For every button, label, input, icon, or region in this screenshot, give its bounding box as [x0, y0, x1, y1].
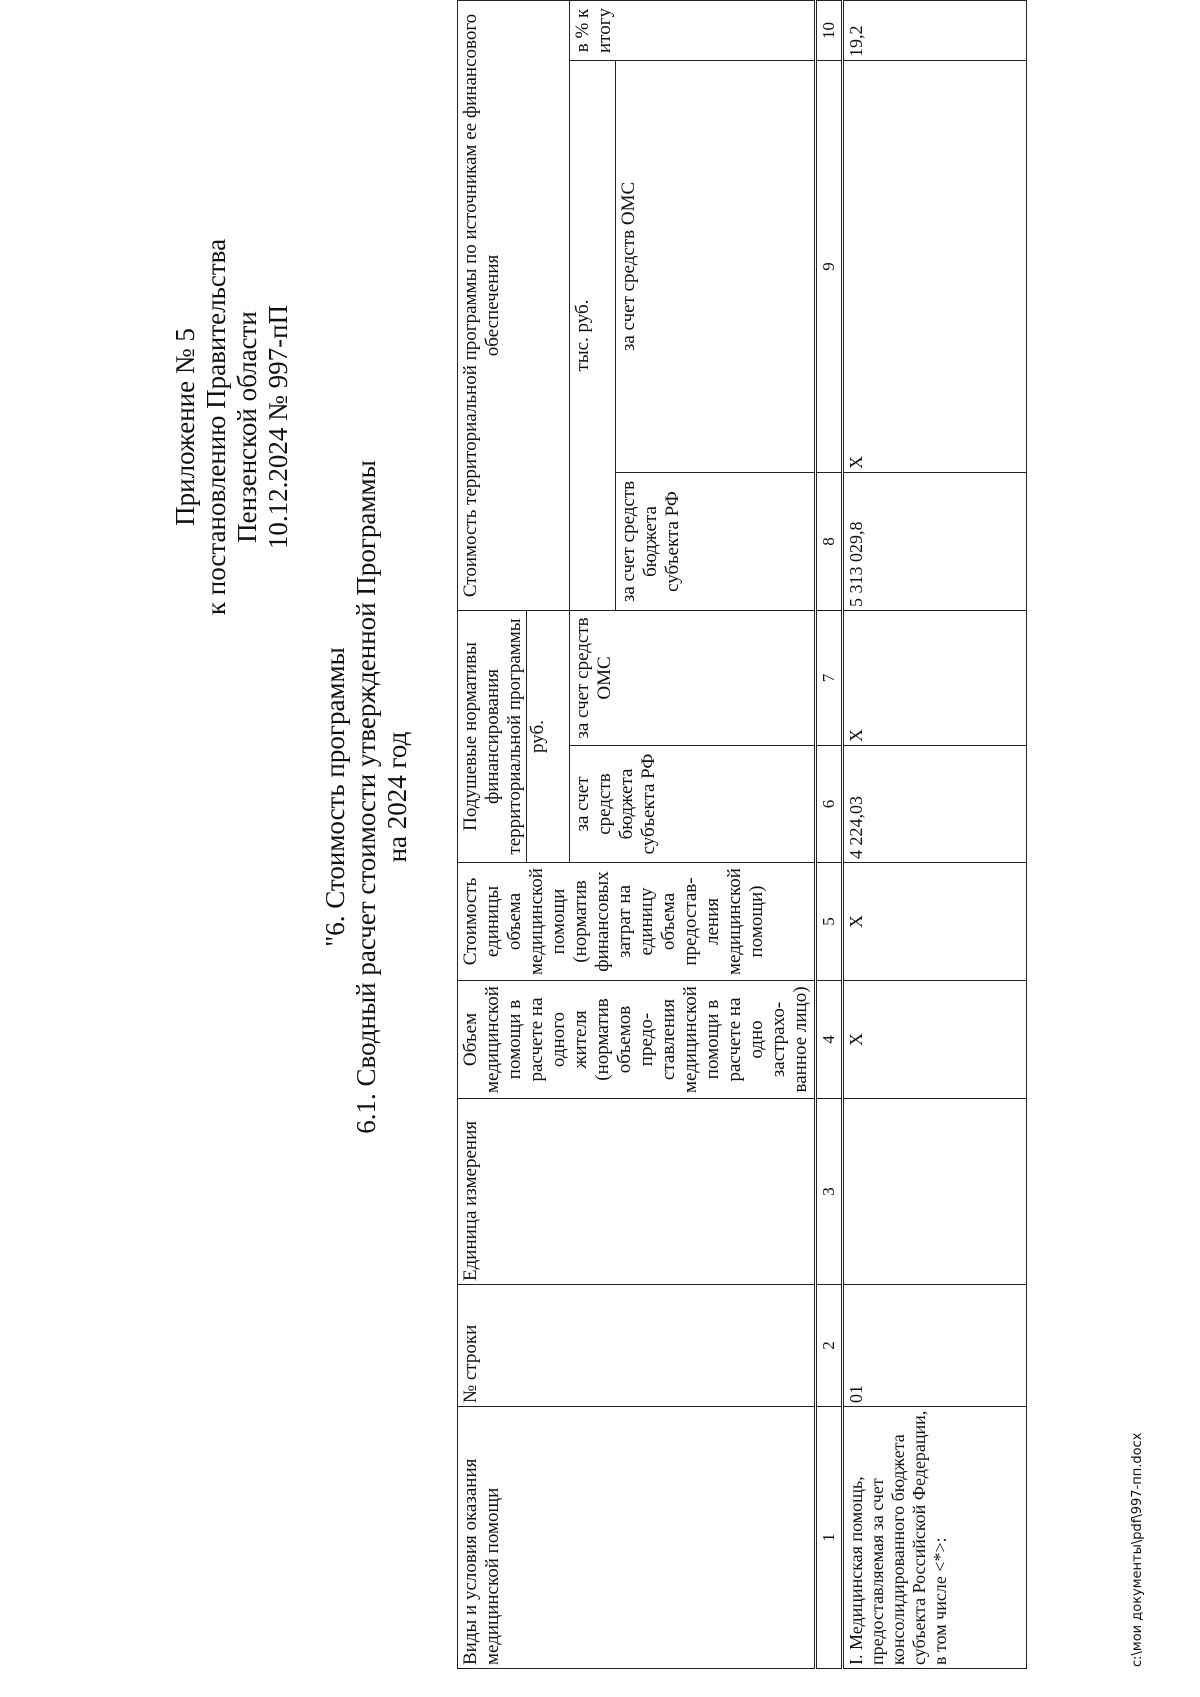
row-unit-cost: X	[843, 863, 1027, 981]
row-cost-budget: 5 313 029,8	[843, 473, 1027, 611]
header-cost-oms: за счет средств ОМС	[616, 61, 816, 473]
row-volume: X	[843, 981, 1027, 1099]
row-per-capita-oms: X	[843, 611, 1027, 746]
appendix-number: Приложение № 5	[170, 328, 200, 526]
header-percent: в % к итогу	[570, 0, 816, 60]
col-number-6: 6	[816, 746, 843, 863]
col-number-2: 2	[816, 1285, 843, 1407]
header-volume: Объем медицинской помощи в расчете на одного жителя (норматив объемов предо-ставления медицинской помощи в расчете на одно застрахо-ванное лицо)	[458, 981, 816, 1099]
col-number-5: 5	[816, 863, 843, 981]
header-kinds: Виды и условия оказания медицинской помощи	[458, 1407, 816, 1669]
row-cost-oms: X	[843, 61, 1027, 473]
row-number: 01	[843, 1285, 1027, 1407]
row-percent: 19,2	[843, 0, 1027, 60]
header-cost	[458, 0, 570, 610]
table-row	[843, 0, 1027, 1668]
row-unit	[843, 1099, 1027, 1285]
col-number-1: 1	[816, 1407, 843, 1669]
file-path-footer: с:\мои документы\pdf\997-пп.docx	[1130, 1432, 1145, 1667]
row-kind: I. Медицинская помощь, предоставляемая за счет консолидированного бюджета субъекта Российской Федерации, в том числе <*>:	[843, 1407, 1027, 1669]
appendix-date-number: 10.12.2024 № 997-пП	[263, 304, 293, 550]
title-block	[320, 197, 413, 1397]
appendix-block	[170, 147, 294, 707]
header-per-capita-unit: руб.	[526, 611, 549, 862]
col-number-9: 9	[816, 61, 843, 473]
header-cost-label: Стоимость территориальной программы по источникам ее финансового обеспечения	[460, 13, 503, 598]
col-number-4: 4	[816, 981, 843, 1099]
col-number-8: 8	[816, 473, 843, 611]
appendix-reference: к постановлению Правительства	[201, 238, 231, 616]
appendix-region: Пензенской области	[232, 311, 262, 543]
header-per-capita-label: Подушевые нормативы финансирования территориальной программы	[460, 618, 525, 855]
year-title: на 2024 год	[382, 731, 412, 863]
header-per-capita	[458, 611, 570, 863]
section-title: "6. Стоимость программы	[320, 647, 350, 947]
header-cost-budget: за счет средств бюджета субъекта РФ	[616, 473, 816, 611]
header-unit: Единица измерения	[458, 1099, 816, 1285]
row-per-capita-budget: 4 224,03	[843, 746, 1027, 863]
header-unit-cost: Стоимость единицы объема медицинской помощи (норматив финансовых затрат на единицу объема предостав-ления медицинской помощи)	[458, 863, 816, 981]
col-number-3: 3	[816, 1099, 843, 1285]
header-row-no: № строки	[458, 1285, 816, 1407]
header-budget-rf: за счет средств бюджета субъекта РФ	[570, 746, 816, 863]
cost-summary-table	[457, 0, 1027, 1669]
col-number-7: 7	[816, 611, 843, 746]
header-cost-unit: тыс. руб.	[570, 61, 616, 611]
col-number-10: 10	[816, 0, 843, 60]
subsection-title: 6.1. Сводный расчет стоимости утвержденной Программы	[351, 460, 381, 1134]
header-oms: за счет средств ОМС	[570, 611, 816, 746]
column-number-row	[816, 0, 843, 1668]
